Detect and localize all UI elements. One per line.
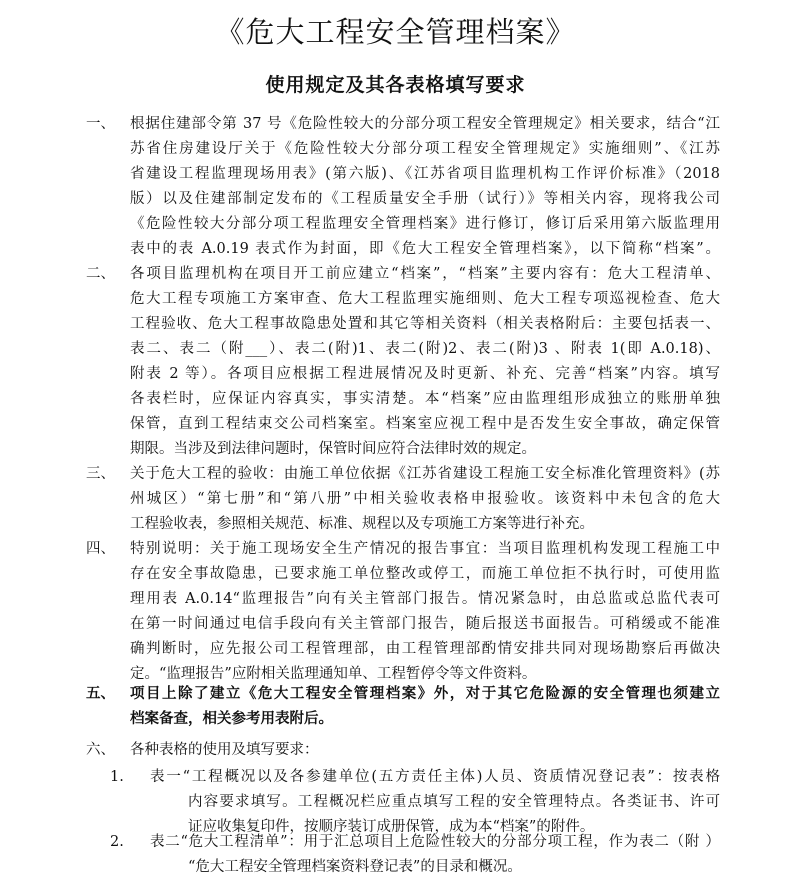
- text-line: 附表 2 等）。各项目应根据工程进展情况及时更新、补充、完善“档案”内容。填写: [130, 366, 720, 382]
- text-line: 表二、表二（附___）、表二(附)1、表二(附)2、表二(附)3 、附表 1(即 A.0.18)、: [130, 341, 720, 357]
- text-line: 各种表格的使用及填写要求：: [130, 742, 319, 758]
- text-line: 定。“监理报告”应附相关监理通知单、工程暂停令等文件资料。: [130, 666, 537, 682]
- text-line: 州城区）“第七册”和“第八册”中相关验收表格申报验收。该资料中未包含的危大: [130, 491, 720, 507]
- section-body: [130, 738, 720, 763]
- section-number: 五、: [86, 686, 115, 702]
- text-line: 省建设工程监理现场用表》(第六版)、《江苏省项目监理机构工作评价标准》（2018: [130, 166, 720, 182]
- text-line: 期限。当涉及到法律问题时，保管时间应符合法律时效的规定。: [130, 441, 536, 457]
- text-line: 特别说明：关于施工现场安全生产情况的报告事宜：当项目监理机构发现工程施工中: [130, 541, 720, 557]
- section-body: [130, 462, 720, 537]
- document-subtitle: 使用规定及其各表格填写要求: [265, 74, 526, 96]
- text-line: 危大工程专项施工方案审查、危大工程监理实施细则、危大工程专项巡视检查、危大: [130, 291, 720, 307]
- text-line: 苏省住房建设厅关于《危险性较大分部分项工程安全管理规定》实施细则”、《江苏: [130, 141, 720, 157]
- section-body: [130, 112, 720, 262]
- text-line: 工程验收、危大工程事故隐患处置和其它等相关资料（相关表格附后：主要包括表一、: [130, 316, 720, 332]
- text-line: 表中的表 A.0.19 表式作为封面，即《危大工程安全管理档案》，以下简称“档案”。: [130, 241, 720, 257]
- text-line: 表一“工程概况以及各参建单位(五方责任主体)人员、资质情况登记表”：按表格: [150, 769, 720, 785]
- text-line: 理用表 A.0.14“监理报告”向有关主管部门报告。情况紧急时，由总监或总监代表可: [130, 591, 720, 607]
- section-number: 六、: [86, 742, 115, 758]
- subitem-number: 1.: [110, 769, 124, 785]
- section-body: [130, 262, 720, 462]
- document-title: 《危大工程安全管理档案》: [215, 15, 576, 49]
- text-line: 项目上除了建立《危大工程安全管理档案》外，对于其它危险源的安全管理也须建立: [130, 686, 720, 702]
- subitem-number: 2.: [110, 834, 124, 850]
- text-line: 工程验收表，参照相关规范、标准、规程以及专项施工方案等进行补充。: [130, 516, 594, 532]
- subitem-body: [150, 830, 720, 880]
- text-line: 证应收集复印件，按顺序装订成册保管，成为本“档案”的附件。: [188, 819, 595, 835]
- text-line: 在第一时间通过电信手段向有关主管部门报告，随后报送书面报告。可稍缓或不能准: [130, 616, 720, 632]
- text-line: 各表栏时，应保证内容真实，事实清楚。本“档案”应由监理组形成独立的账册单独: [130, 391, 720, 407]
- section-number: 一、: [86, 116, 115, 132]
- text-line: 根据住建部令第 37 号《危险性较大的分部分项工程安全管理规定》相关要求，结合“江: [130, 116, 720, 132]
- text-line: “危大工程安全管理档案资料登记表”的目录和概况。: [188, 859, 522, 875]
- section-number: 二、: [86, 266, 115, 282]
- text-line: 内容要求填写。工程概况栏应重点填写工程的安全管理特点。各类证书、许可: [188, 794, 720, 810]
- text-line: 存在安全事故隐患，已要求施工单位整改或停工，而施工单位拒不执行时，可使用监: [130, 566, 720, 582]
- subitem-body: [150, 765, 720, 840]
- text-line: 档案备查，相关参考用表附后。: [130, 711, 333, 727]
- section-body: [130, 537, 720, 687]
- section-number: 四、: [86, 541, 115, 557]
- section-body: [130, 682, 720, 732]
- text-line: 《危险性较大分部分项工程监理安全管理档案》进行修订，修订后采用第六版监理用: [130, 216, 720, 232]
- text-line: 版）以及住建部制定发布的《工程质量安全手册（试行）》等相关内容，现将我公司: [130, 191, 720, 207]
- text-line: 保管，直到工程结束交公司档案室。档案室应视工程中是否发生安全事故，确定保管: [130, 416, 720, 432]
- text-line: 关于危大工程的验收：由施工单位依据《江苏省建设工程施工安全标准化管理资料》(苏: [130, 466, 720, 482]
- text-line: 确判断时，应先报公司工程管理部，由工程管理部酌情安排共同对现场勘察后再做决: [130, 641, 720, 657]
- text-line: 表二“危大工程清单”：用于汇总项目上危险性较大的分部分项工程，作为表二（附 ）: [150, 834, 720, 850]
- section-number: 三、: [86, 466, 115, 482]
- text-line: 各项目监理机构在项目开工前应建立“档案”，“档案”主要内容有：危大工程清单、: [130, 266, 720, 282]
